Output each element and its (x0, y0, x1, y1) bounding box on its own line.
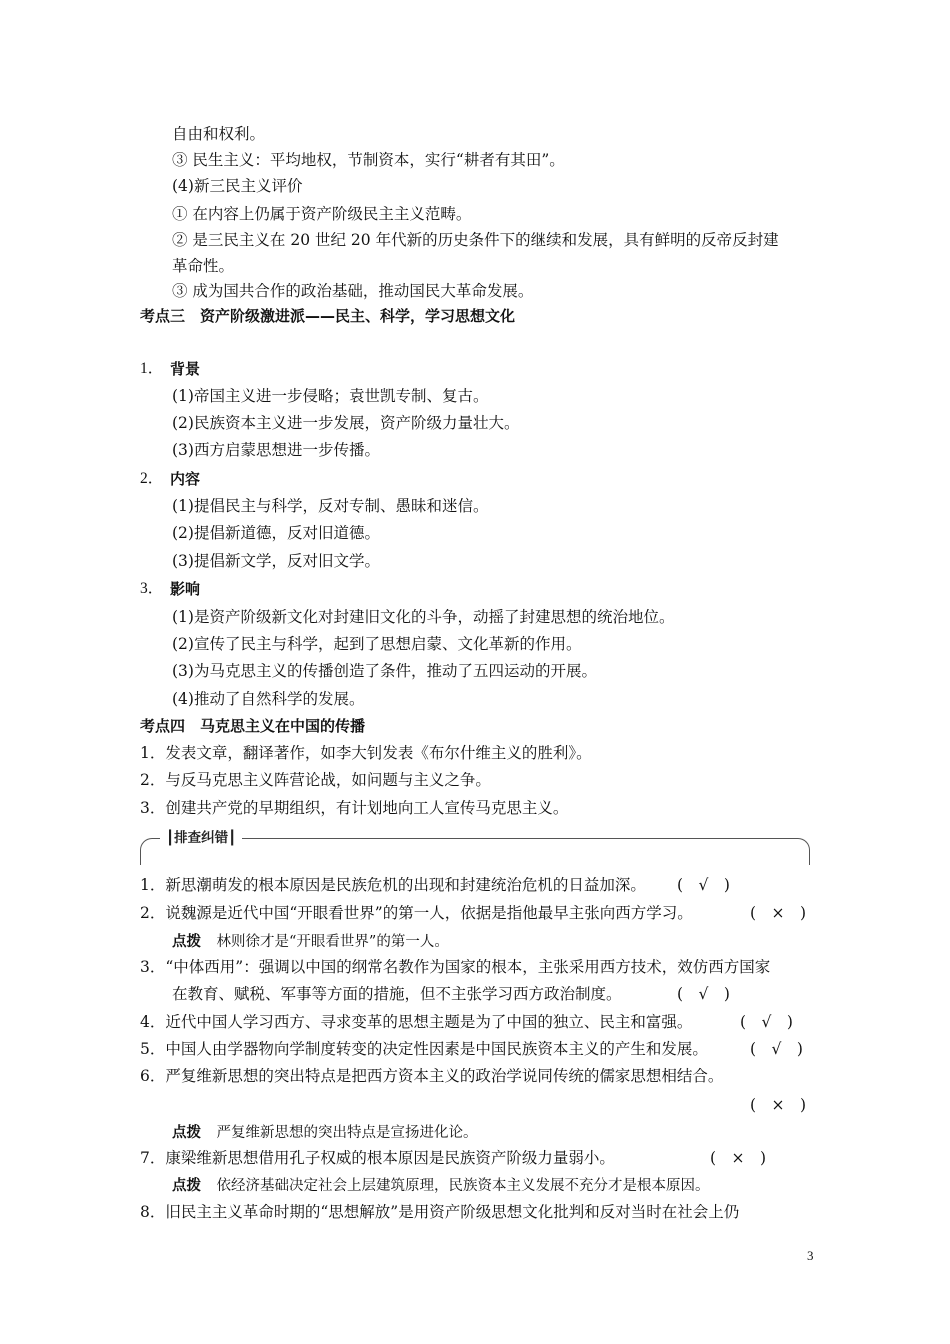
review-question-cont: 在教育、赋税、军事等方面的措施，但不主张学习西方政治制度。 (172, 985, 622, 1003)
list-item: (3)提倡新文学，反对旧文学。 (172, 552, 380, 570)
subsection-title: 背景 (170, 360, 201, 378)
review-question: 7．康梁维新思想借用孔子权威的根本原因是民族资产阶级力量弱小。 (140, 1149, 615, 1167)
text-line: ① 在内容上仍属于资产阶级民主主义范畴。 (172, 205, 472, 223)
tip-text: 林则徐才是“开眼看世界”的第一人。 (216, 934, 449, 950)
answer-mark: ( √ ) (750, 1040, 803, 1058)
list-item: 3．创建共产党的早期组织，有计划地向工人宣传马克思主义。 (140, 799, 569, 817)
section-heading-kaodian4: 考点四 马克思主义在中国的传播 (140, 717, 366, 735)
subsection-number: 1． (140, 360, 164, 377)
review-question: 3．“中体西用”：强调以中国的纲常名教作为国家的根本，主张采用西方技术，效仿西方国家 (140, 958, 771, 976)
list-item: (4)推动了自然科学的发展。 (172, 690, 365, 708)
text-line: 革命性。 (172, 257, 235, 275)
text-line: ③ 成为国共合作的政治基础，推动国民大革命发展。 (172, 282, 534, 300)
page-number: 3 (807, 1248, 814, 1263)
text-line: (4)新三民主义评价 (172, 177, 303, 195)
tip-line (172, 931, 449, 952)
list-item: (1)是资产阶级新文化对封建旧文化的斗争，动摇了封建思想的统治地位。 (172, 608, 675, 626)
list-item: (3)西方启蒙思想进一步传播。 (172, 441, 380, 459)
subsection-title: 影响 (170, 580, 201, 598)
answer-mark: ( × ) (710, 1149, 767, 1167)
answer-mark: ( √ ) (677, 985, 730, 1003)
subsection-number: 2． (140, 470, 164, 487)
tip-text: 依经济基础决定社会上层建筑原理，民族资本主义发展不充分才是根本原因。 (216, 1178, 710, 1194)
list-item: (2)民族资本主义进一步发展，资产阶级力量壮大。 (172, 414, 520, 432)
tip-label: 点拨 (172, 1125, 201, 1141)
review-question: 4．近代中国人学习西方、寻求变革的思想主题是为了中国的独立、民主和富强。 (140, 1013, 693, 1031)
answer-mark: ( √ ) (677, 876, 730, 894)
subsection-title: 内容 (170, 470, 201, 488)
review-box-label: ┃排查纠错┃ (160, 828, 242, 848)
text-line: ② 是三民主义在 20 世纪 20 年代新的历史条件下的继续和发展，具有鲜明的反帝反封建 (172, 231, 779, 249)
text-line: 自由和权利。 (172, 125, 266, 143)
tip-line (172, 1122, 478, 1143)
review-question: 5．中国人由学器物向学制度转变的决定性因素是中国民族资本主义的产生和发展。 (140, 1040, 708, 1058)
subsection-number: 3． (140, 580, 164, 597)
review-question: 6．严复维新思想的突出特点是把西方资本主义的政治学说同传统的儒家思想相结合。 (140, 1067, 724, 1085)
tip-line (172, 1175, 710, 1196)
text-line: ③ 民生主义：平均地权，节制资本，实行“耕者有其田”。 (172, 151, 565, 169)
review-question: 1．新思潮萌发的根本原因是民族危机的出现和封建统治危机的日益加深。 (140, 876, 646, 894)
list-item: (1)帝国主义进一步侵略；袁世凯专制、复古。 (172, 387, 489, 405)
answer-mark: ( √ ) (740, 1013, 793, 1031)
review-question: 8．旧民主主义革命时期的“思想解放”是用资产阶级思想文化批判和反对当时在社会上仍 (140, 1203, 740, 1221)
tip-text: 严复维新思想的突出特点是宣扬进化论。 (216, 1125, 478, 1141)
answer-mark: ( × ) (750, 904, 807, 922)
section-heading-kaodian3: 考点三 资产阶级激进派——民主、科学，学习思想文化 (140, 307, 516, 325)
list-item: 1．发表文章，翻译著作，如李大钊发表《布尔什维主义的胜利》。 (140, 744, 592, 762)
tip-label: 点拨 (172, 1178, 201, 1194)
list-item: (3)为马克思主义的传播创造了条件，推动了五四运动的开展。 (172, 662, 597, 680)
list-item: (2)宣传了民主与科学，起到了思想启蒙、文化革新的作用。 (172, 635, 582, 653)
answer-mark: ( × ) (750, 1096, 807, 1114)
list-item: (2)提倡新道德，反对旧道德。 (172, 524, 380, 542)
review-question: 2．说魏源是近代中国“开眼看世界”的第一人，依据是指他最早主张向西方学习。 (140, 904, 693, 922)
list-item: 2．与反马克思主义阵营论战，如问题与主义之争。 (140, 771, 491, 789)
tip-label: 点拨 (172, 934, 201, 950)
list-item: (1)提倡民主与科学，反对专制、愚昧和迷信。 (172, 497, 489, 515)
